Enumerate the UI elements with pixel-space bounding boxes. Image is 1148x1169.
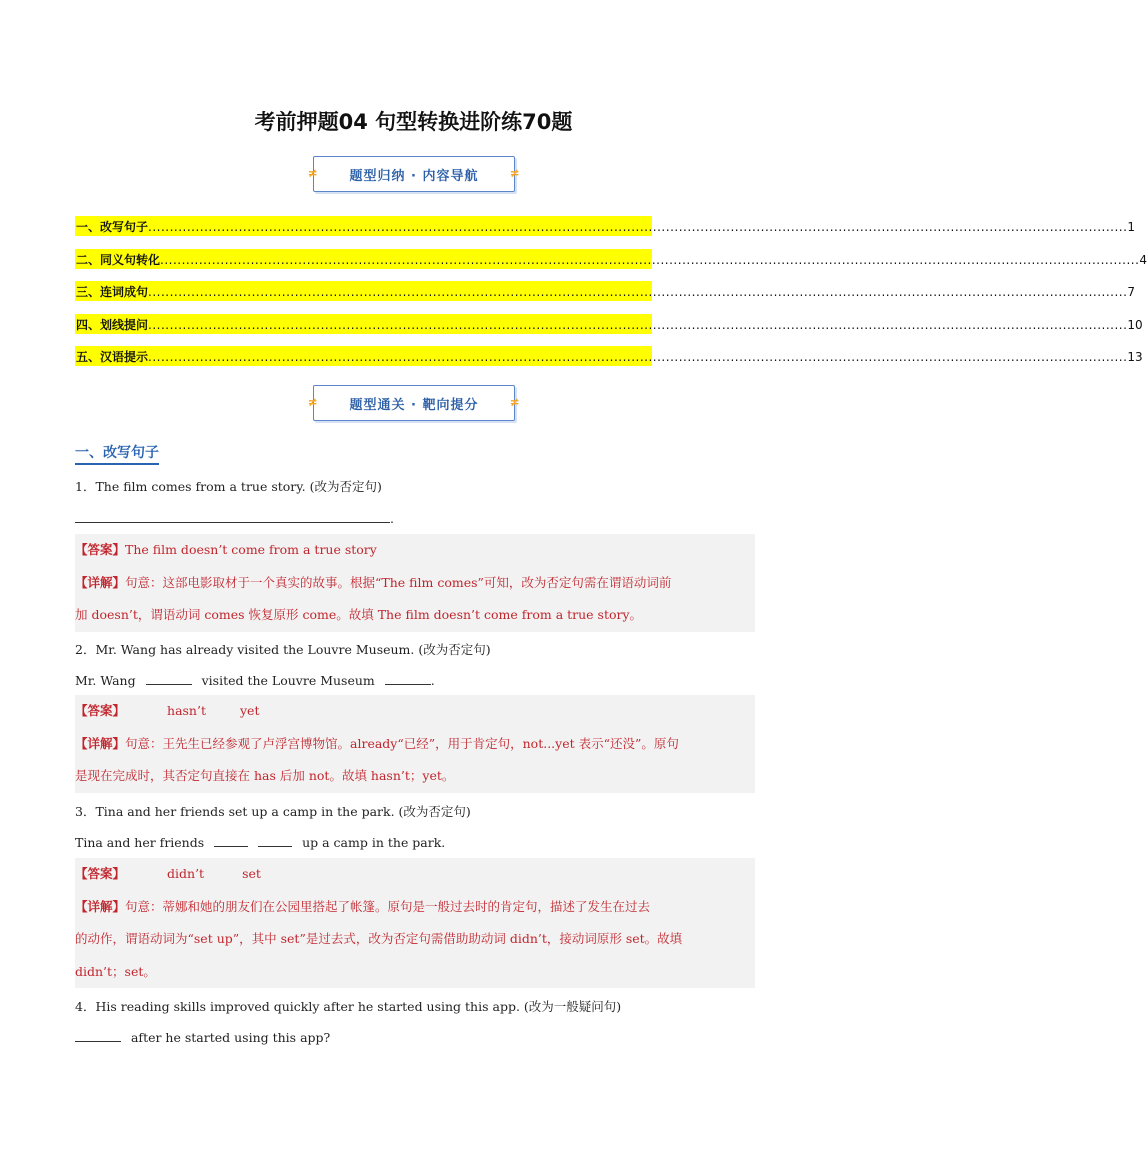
- toc-item-page: 4: [1139, 252, 1148, 267]
- answer-tag: 【答案】: [75, 866, 126, 881]
- question-4-prompt: 4．His reading skills improved quickly after he started using this app. (改为一般疑问句): [75, 999, 622, 1014]
- banner-deco-left-icon: ≠: [307, 395, 319, 409]
- fill-text: after he started using this app?: [130, 1030, 331, 1045]
- banner-deco-left-icon: ≠: [307, 166, 319, 180]
- toc-item-page: 10: [1127, 317, 1143, 332]
- answer-row: [75, 858, 755, 891]
- toc-leader: ...................................................................................................................................................................................................................................: [148, 285, 1128, 299]
- detail-text: 句意：这部电影取材于一个真实的故事。根据“The film comes”可知，改为否定句需在谓语动词前: [125, 574, 672, 590]
- detail-tag: 【详解】: [75, 574, 126, 590]
- answer-blank[interactable]: [258, 834, 292, 847]
- content-nav-banner: [307, 156, 521, 192]
- practice-banner: [307, 385, 521, 421]
- toc-item-label: 三、连词成句: [76, 285, 149, 299]
- answer-blank[interactable]: [146, 672, 192, 685]
- detail-text: 句意：蒂娜和她的朋友们在公园里搭起了帐篷。原句是一般过去时的肯定句，描述了发生在过去: [125, 898, 651, 914]
- answer-text: set: [242, 866, 261, 881]
- fill-text: up a camp in the park.: [302, 835, 446, 850]
- answer-box-1: [75, 534, 755, 632]
- answer-tag: 【答案】: [75, 703, 126, 718]
- detail-text: didn’t；set。: [75, 963, 156, 979]
- detail-row: [75, 956, 755, 989]
- detail-text: 句意：王先生已经参观了卢浮宫博物馆。already“已经”，用于肯定句，not...yet 表示“还没”。原句: [125, 735, 679, 751]
- toc-item-page: 1: [1127, 220, 1136, 234]
- fill-text: Tina and her friends: [75, 835, 205, 850]
- detail-tag: 【详解】: [75, 735, 126, 751]
- toc-item-label: 五、汉语提示: [76, 350, 149, 364]
- toc-leader: ...................................................................................................................................................................................................................................: [148, 220, 1128, 234]
- detail-row: [75, 923, 755, 956]
- question-1-answer-line: [75, 510, 394, 526]
- detail-tag: 【详解】: [75, 898, 126, 914]
- toc-leader: ...................................................................................................................................................................................................................................: [148, 317, 1128, 332]
- answer-blank[interactable]: [385, 672, 431, 685]
- detail-row: [75, 599, 755, 632]
- detail-text: 的动作，谓语动词为“set up”，其中 set”是过去式，改为否定句需借助助动词 didn’t，接动词原形 set。故填: [75, 931, 683, 946]
- detail-row: [75, 567, 755, 600]
- question-4-fill-line: [75, 1029, 330, 1045]
- toc-item-label: 一、改写句子: [76, 220, 149, 234]
- page-title: 考前押题04 句型转换进阶练70题: [254, 110, 573, 134]
- question-3-fill-line: [75, 834, 445, 850]
- toc-item[interactable]: [75, 346, 1143, 366]
- toc-item[interactable]: [75, 249, 1148, 269]
- fill-text: visited the Louvre Museum: [201, 673, 375, 688]
- toc-item[interactable]: [75, 281, 1136, 301]
- toc-item[interactable]: [75, 314, 1143, 334]
- toc-item[interactable]: [75, 216, 1136, 236]
- question-2-fill-line: [75, 672, 435, 688]
- answer-blank[interactable]: [214, 834, 248, 847]
- toc-item-label: 二、同义句转化: [76, 252, 161, 267]
- question-1-prompt: 1．The film comes from a true story. (改为否定句): [75, 479, 382, 494]
- answer-text: didn’t: [167, 866, 205, 881]
- question-3-prompt: 3．Tina and her friends set up a camp in the park. (改为否定句): [75, 804, 471, 819]
- answer-text: yet: [239, 703, 260, 718]
- answer-blank[interactable]: [75, 510, 390, 523]
- answer-box-2: [75, 695, 755, 793]
- detail-text: 加 doesn’t，谓语动词 comes 恢复原形 come。故填 The film doesn’t come from a true story。: [75, 607, 643, 622]
- toc-leader: ...................................................................................................................................................................................................................................: [148, 350, 1128, 364]
- toc-item-page: 7: [1127, 285, 1136, 299]
- banner-deco-right-icon: ≠: [509, 166, 521, 180]
- banner-label: 题型通关 · 靶向提分: [349, 397, 479, 413]
- fill-text: Mr. Wang: [75, 673, 136, 688]
- detail-row: [75, 728, 755, 761]
- answer-blank[interactable]: [75, 1029, 121, 1042]
- answer-row: [75, 695, 755, 728]
- detail-text: 是现在完成时，其否定句直接在 has 后加 not。故填 hasn’t；yet。: [75, 768, 455, 783]
- question-2-prompt: 2．Mr. Wang has already visited the Louvre Museum. (改为否定句): [75, 642, 491, 657]
- detail-row: [75, 891, 755, 924]
- answer-text: The film doesn’t come from a true story: [125, 542, 377, 557]
- toc-item-page: 13: [1127, 350, 1143, 364]
- detail-row: [75, 760, 755, 793]
- banner-label: 题型归纳 · 内容导航: [349, 168, 479, 184]
- table-of-contents: [75, 216, 1148, 379]
- toc-item-label: 四、划线提问: [76, 317, 149, 332]
- toc-leader: ...................................................................................................................................................................................................................................: [160, 252, 1140, 267]
- section-heading: 一、改写句子: [75, 442, 159, 465]
- answer-tag: 【答案】: [75, 542, 126, 557]
- answer-line-end: .: [390, 511, 394, 526]
- answer-text: hasn’t: [167, 703, 206, 718]
- answer-row: [75, 534, 755, 567]
- fill-end: .: [430, 673, 435, 688]
- banner-deco-right-icon: ≠: [509, 395, 521, 409]
- answer-box-3: [75, 858, 755, 988]
